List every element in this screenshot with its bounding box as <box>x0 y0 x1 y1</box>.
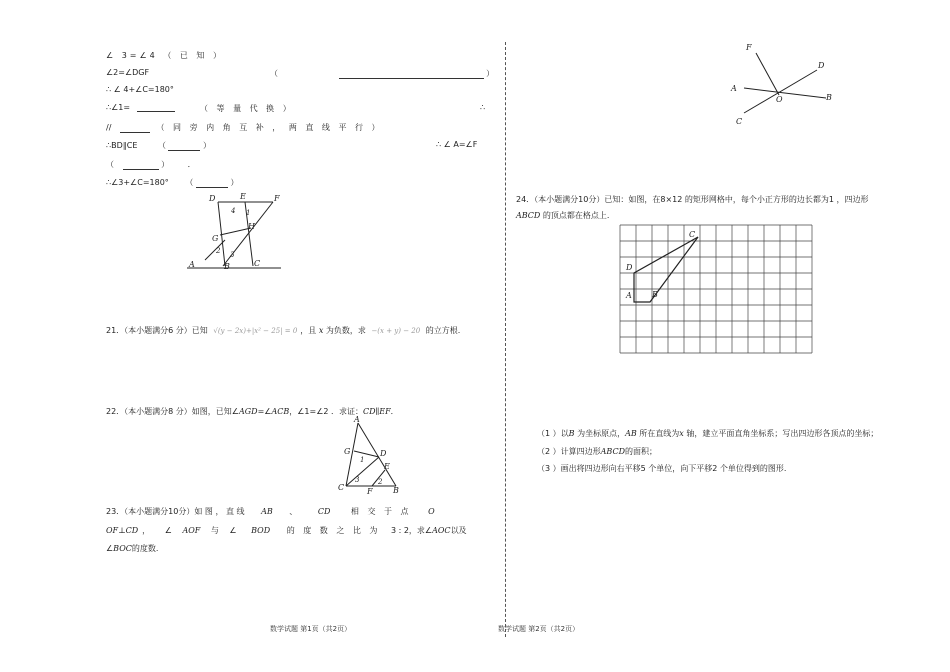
proof-line-1: ∠ 3=∠4 （ 已 知 ） <box>106 51 224 60</box>
label-A: A <box>731 84 737 93</box>
proof-line-3: ∴ ∠ 4+∠C=180° <box>106 85 174 94</box>
figure-grid <box>618 224 814 354</box>
angle-3: 3 <box>355 476 360 484</box>
label-C: C <box>254 259 261 268</box>
subquestion-2: （2 ）计算四边形ABCD的面积； <box>537 447 657 456</box>
label-C: C <box>338 483 345 492</box>
label-H: H <box>248 222 255 231</box>
answer-blank[interactable] <box>196 187 228 188</box>
grid-lines <box>620 225 812 353</box>
figure-parallelogram <box>185 190 285 272</box>
proof-line-4-therefore: ∴ <box>480 103 486 112</box>
answer-blank[interactable] <box>339 78 484 79</box>
q21-expression-2: −(x + y) − 20 <box>371 327 421 335</box>
label-F: F <box>274 194 280 203</box>
label-C: C <box>689 230 696 239</box>
label-A: A <box>189 260 195 269</box>
proof-line-4: ∴∠1= <box>106 103 175 112</box>
label-E: E <box>384 462 390 471</box>
label-B: B <box>652 290 658 299</box>
angle-4: 4 <box>231 207 236 215</box>
label-C: C <box>736 117 743 126</box>
label-A: A <box>626 291 632 300</box>
subquestion-3: （3 ）画出将四边形向右平移5 个单位，向下平移2 个单位得到的图形. <box>537 464 787 473</box>
angle-2: 2 <box>216 247 221 255</box>
answer-blank[interactable] <box>137 111 175 112</box>
footer-page-2: 数学试题 第2页（共2页） <box>498 625 580 633</box>
proof-line-5: // （ 同 旁 内 角 互 补 ， 两 直 线 平 行 ） <box>106 123 383 132</box>
proof-line-8: ∴∠3+∠C=180° （ ） <box>106 178 239 187</box>
label-A: A <box>354 415 360 424</box>
q21-expression: √(y − 2x)+|x² − 25| = 0 <box>213 327 298 335</box>
label-B: B <box>393 486 399 495</box>
page-divider <box>505 42 506 637</box>
footer-page-1: 数学试题 第1页（共2页） <box>270 625 352 633</box>
proof-line-6-right: ∴ ∠ A=∠F <box>436 140 478 149</box>
question-22: 22．（本小题满分8 分）如图，已知∠AGD=∠ACB，∠1=∠2 ．求证：CD∥EF． <box>106 407 399 416</box>
label-G: G <box>212 234 219 243</box>
proof-line-2-reason: （ ） <box>270 69 495 78</box>
proof-line-6: ∴BD∥CE （ ） <box>106 141 212 150</box>
figure-triangle <box>336 414 406 496</box>
label-O: O <box>776 95 783 104</box>
label-D: D <box>209 194 216 203</box>
question-24-line-2: ABCD 的顶点都在格点上. <box>516 211 610 220</box>
label-D: D <box>380 449 387 458</box>
proof-line-2: ∠2=∠DGF <box>106 68 150 77</box>
question-23-line-2: OF⊥CD ， ∠ AOF 与 ∠ BOD 的 度 数 之 比 为 3 : 2，求∠AOC以及 <box>106 526 467 535</box>
angle-3: 3 <box>230 251 235 259</box>
question-24-line-1: 24．（本小题满分10分）已知：如图，在8×12 的矩形网格中，每个小正方形的边长都为1 ，四边形 <box>516 195 869 204</box>
answer-blank[interactable] <box>120 132 150 133</box>
answer-blank[interactable] <box>123 169 159 170</box>
label-E: E <box>240 192 246 201</box>
label-G: G <box>344 447 351 456</box>
angle-2: 2 <box>378 478 383 486</box>
figure-intersecting-lines <box>724 40 839 130</box>
label-F: F <box>746 43 752 52</box>
proof-line-4-reason: （ 等 量 代 换 ） <box>200 104 294 113</box>
subquestion-1: （1 ）以B 为坐标原点，AB 所在直线为x 轴，建立平面直角坐标系；写出四边形各顶点的坐标； <box>537 429 879 438</box>
label-B: B <box>826 93 832 102</box>
angle-1: 1 <box>246 209 251 217</box>
label-B: B <box>224 262 230 271</box>
label-D: D <box>626 263 633 272</box>
question-23-line-1: 23．（本小题满分10分）如 图 ， 直 线 AB 、 CD 相 交 于 点 O <box>106 507 435 516</box>
question-21: 21．（本小题满分6 分）已知 √(y − 2x)+|x² − 25| = 0 ，且 x 为负数，求 −(x + y) − 20 的立方根. <box>106 326 461 335</box>
answer-blank[interactable] <box>168 150 200 151</box>
label-D: D <box>818 61 825 70</box>
proof-line-7: （ ） ． <box>106 160 196 169</box>
angle-1: 1 <box>360 456 365 464</box>
question-23-line-3: ∠BOC的度数. <box>106 544 159 553</box>
label-F: F <box>367 487 373 496</box>
